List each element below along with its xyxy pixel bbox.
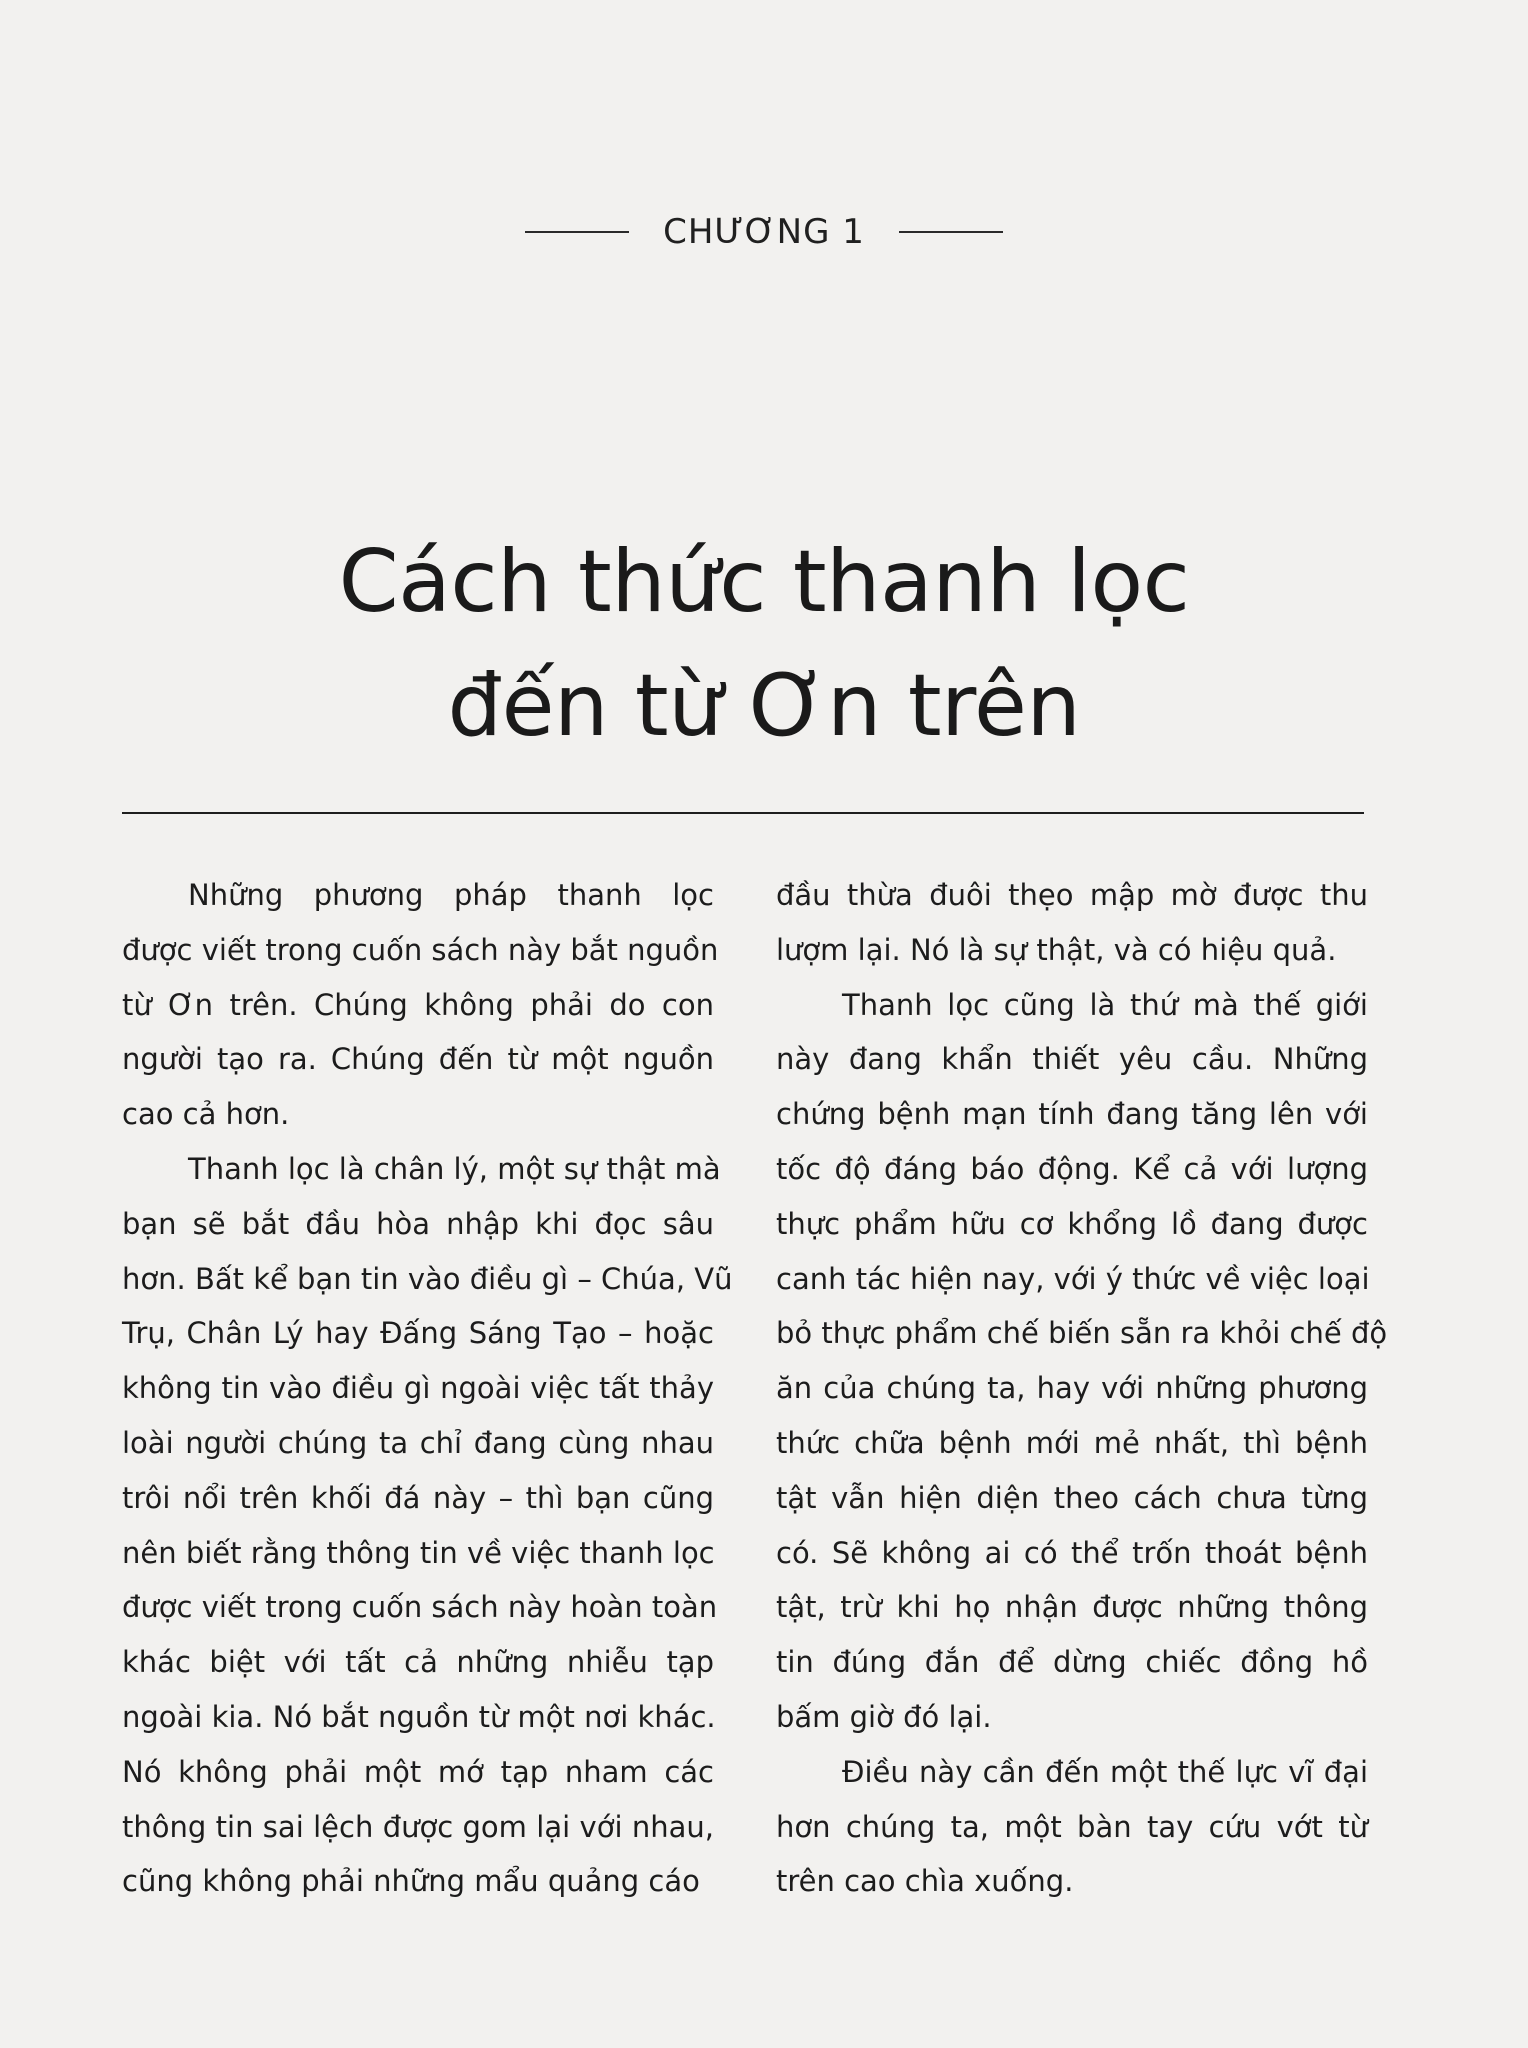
text-line: tật vẫn hiện diện theo cách chưa từng	[776, 1480, 1368, 1515]
text-line: cao cả hơn.	[122, 1097, 290, 1132]
text-line: tốc độ đáng báo động. Kể cả với lượng	[776, 1151, 1368, 1186]
paragraph	[122, 1142, 733, 1909]
text-line: trên cao chìa xuống.	[776, 1864, 1074, 1899]
text-line: thức chữa bệnh mới mẻ nhất, thì bệnh	[776, 1425, 1368, 1460]
chapter-dash-left	[525, 231, 629, 233]
text-line: thực phẩm hữu cơ khổng lồ đang được	[776, 1206, 1368, 1241]
text-line: được viết trong cuốn sách này bắt nguồn	[122, 932, 719, 967]
paragraph	[776, 868, 1368, 978]
text-line: Thanh lọc là chân lý, một sự thật mà	[188, 1151, 721, 1186]
text-line: Thanh lọc cũng là thứ mà thế giới	[842, 987, 1368, 1022]
text-line: từ Ơn trên. Chúng không phải do con	[122, 987, 714, 1022]
title-divider	[122, 812, 1364, 814]
text-line: hơn. Bất kể bạn tin vào điều gì – Chúa, Vũ	[122, 1261, 733, 1296]
chapter-label: CHƯƠNG 1	[663, 212, 865, 252]
text-line: Những phương pháp thanh lọc	[188, 878, 714, 912]
text-line: hơn chúng ta, một bàn tay cứu vớt từ	[776, 1809, 1368, 1844]
text-line: bấm giờ đó lại.	[776, 1699, 992, 1734]
body-column-left	[122, 868, 733, 1909]
text-line: khác biệt với tất cả những nhiễu tạp	[122, 1645, 714, 1680]
text-line: có. Sẽ không ai có thể trốn thoát bệnh	[776, 1535, 1368, 1570]
text-line: được viết trong cuốn sách này hoàn toàn	[122, 1590, 718, 1625]
paragraph	[776, 978, 1388, 1745]
chapter-title-line-2: đến từ Ơn trên	[447, 656, 1081, 756]
text-line: ăn của chúng ta, hay với những phương	[776, 1371, 1368, 1406]
text-line: ngoài kia. Nó bắt nguồn từ một nơi khác.	[122, 1699, 716, 1734]
text-line: bạn sẽ bắt đầu hòa nhập khi đọc sâu	[122, 1206, 714, 1241]
text-line: cũng không phải những mẩu quảng cáo	[122, 1864, 700, 1899]
text-line: Nó không phải một mớ tạp nham các	[122, 1754, 714, 1789]
text-line: bỏ thực phẩm chế biến sẵn ra khỏi chế độ	[776, 1316, 1388, 1351]
body-column-right	[776, 868, 1388, 1909]
text-line: trôi nổi trên khối đá này – thì bạn cũng	[122, 1480, 714, 1515]
text-line: Trụ, Chân Lý hay Đấng Sáng Tạo – hoặc	[122, 1316, 714, 1351]
text-line: này đang khẩn thiết yêu cầu. Những	[776, 1042, 1368, 1077]
chapter-title-line-1: Cách thức thanh lọc	[338, 532, 1190, 632]
text-line: người tạo ra. Chúng đến từ một nguồn	[122, 1042, 714, 1077]
text-line: nên biết rằng thông tin về việc thanh lọc	[122, 1535, 715, 1570]
chapter-heading	[0, 212, 1528, 252]
text-line: tật, trừ khi họ nhận được những thông	[776, 1590, 1368, 1625]
text-line: thông tin sai lệch được gom lại với nhau,	[122, 1809, 714, 1844]
paragraph	[122, 868, 719, 1142]
text-line: loài người chúng ta chỉ đang cùng nhau	[122, 1425, 714, 1460]
paragraph	[776, 1745, 1368, 1909]
text-line: canh tác hiện nay, với ý thức về việc loại	[776, 1261, 1370, 1296]
chapter-dash-right	[899, 231, 1003, 233]
text-line: chứng bệnh mạn tính đang tăng lên với	[776, 1097, 1368, 1132]
text-line: tin đúng đắn để dừng chiếc đồng hồ	[776, 1645, 1368, 1680]
chapter-title	[0, 520, 1528, 768]
text-line: lượm lại. Nó là sự thật, và có hiệu quả.	[776, 932, 1337, 967]
text-line: Điều này cần đến một thế lực vĩ đại	[842, 1754, 1368, 1789]
text-line: không tin vào điều gì ngoài việc tất thảy	[122, 1371, 714, 1406]
text-line: đầu thừa đuôi thẹo mập mờ được thu	[776, 878, 1368, 912]
